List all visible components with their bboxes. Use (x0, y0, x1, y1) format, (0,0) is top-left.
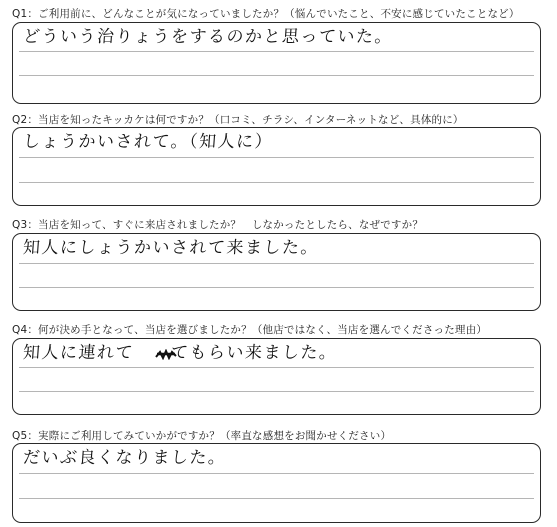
question-3-label: Q3：当店を知って、すぐに来店されましたか？ しなかったとしたら、なぜですか？ (12, 219, 424, 231)
answer-2-rule-2 (19, 182, 534, 183)
answer-4-rule-1 (19, 367, 534, 368)
question-1-label: Q1：ご利用前に、どんなことが気になっていましたか？（悩んでいたこと、不安に感じていたことなど） (12, 8, 520, 20)
answer-box-3 (12, 233, 541, 311)
question-5-label: Q5：実際にご利用してみていかがですか？（率直な感想をお聞かせください） (12, 430, 392, 442)
answer-5-rule-1 (19, 473, 534, 474)
answer-1-rule-1 (19, 51, 534, 52)
answer-5-text: だいぶ良くなりました。 (22, 448, 228, 468)
answer-5-rule-2 (19, 498, 534, 499)
answer-2-text: しょうかいされて。（知人に） (22, 132, 274, 152)
answer-3-rule-2 (19, 287, 534, 288)
answer-3-text: 知人にしょうかいされて来ました。 (22, 238, 320, 258)
answer-box-2 (12, 127, 541, 206)
answer-1-rule-2 (19, 75, 534, 76)
question-4-label: Q4：何が決め手となって、当店を選びましたか？（他店ではなく、当店を選んでくださった理由） (12, 324, 488, 336)
answer-2-rule-1 (19, 157, 534, 158)
answer-4-rule-2 (19, 391, 534, 392)
answer-1-text: どういう治りょうをするのかと思っていた。 (22, 27, 394, 47)
question-2-label: Q2：当店を知ったキッカケは何ですか？（口コミ、チラシ、インターネットなど、具体的に） (12, 114, 464, 126)
answer-box-5 (12, 443, 541, 523)
answer-4-text: 知人に連れて てもらい来ました。 (22, 343, 339, 363)
answer-box-1 (12, 22, 541, 104)
answer-box-4 (12, 338, 541, 415)
answer-3-rule-1 (19, 263, 534, 264)
